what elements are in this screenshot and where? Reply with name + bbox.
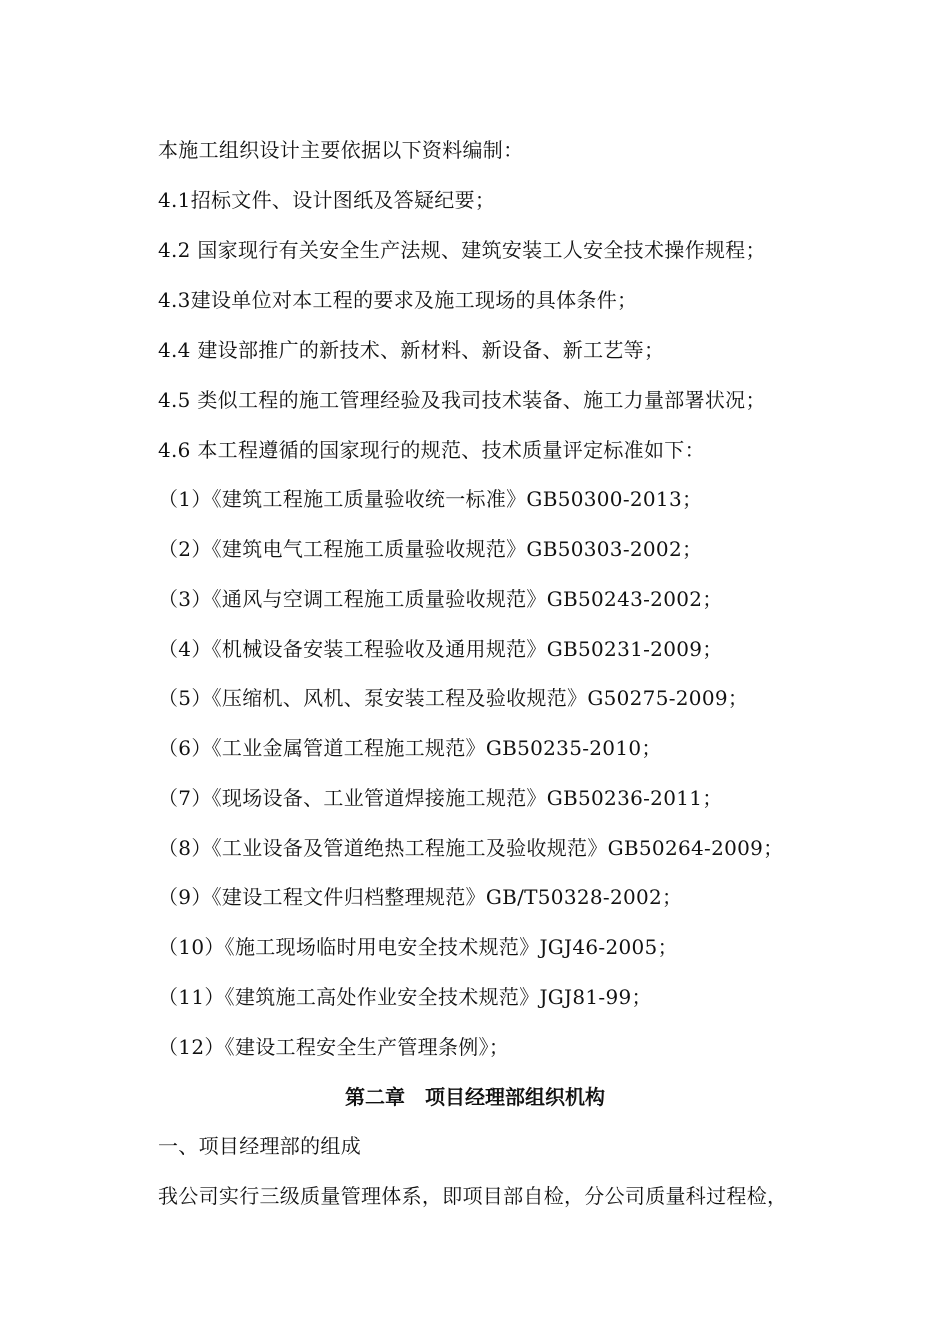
standard-item: （4）《机械设备安装工程验收及通用规范》GB50231-2009； [158,637,723,661]
basis-item: 4.2 国家现行有关安全生产法规、建筑安装工人安全技术操作规程； [158,238,766,262]
standard-item: （6）《工业金属管道工程施工规范》GB50235-2010； [158,736,662,760]
basis-item: 4.6 本工程遵循的国家现行的规范、技术质量评定标准如下： [158,438,705,462]
standard-item: （12）《建设工程安全生产管理条例》； [158,1035,510,1059]
standard-item: （5）《压缩机、风机、泵安装工程及验收规范》G50275-2009； [158,686,749,710]
standard-item: （3）《通风与空调工程施工质量验收规范》GB50243-2002； [158,587,723,611]
intro-text: 本施工组织设计主要依据以下资料编制： [158,138,524,162]
basis-item: 4.5 类似工程的施工管理经验及我司技术装备、施工力量部署状况； [158,388,766,412]
standard-item: （8）《工业设备及管道绝热工程施工及验收规范》GB50264-2009； [158,836,784,860]
standard-item: （11）《建筑施工高处作业安全技术规范》JGJ81-99； [158,985,652,1009]
section-title: 一、项目经理部的组成 [158,1134,361,1158]
standard-item: （2）《建筑电气工程施工质量验收规范》GB50303-2002； [158,537,703,561]
basis-item: 4.1招标文件、设计图纸及答疑纪要； [158,188,496,212]
body-paragraph: 我公司实行三级质量管理体系，即项目部自检，分公司质量科过程检， [158,1184,788,1208]
standard-item: （10）《施工现场临时用电安全技术规范》JGJ46-2005； [158,935,678,959]
basis-item: 4.4 建设部推广的新技术、新材料、新设备、新工艺等； [158,338,665,362]
basis-item: 4.3建设单位对本工程的要求及施工现场的具体条件； [158,288,638,312]
standard-item: （1）《建筑工程施工质量验收统一标准》GB50300-2013； [158,487,703,511]
standard-item: （9）《建设工程文件归档整理规范》GB/T50328-2002； [158,885,683,909]
chapter-title: 第二章 项目经理部组织机构 [345,1085,605,1109]
standard-item: （7）《现场设备、工业管道焊接施工规范》GB50236-2011； [158,786,723,810]
